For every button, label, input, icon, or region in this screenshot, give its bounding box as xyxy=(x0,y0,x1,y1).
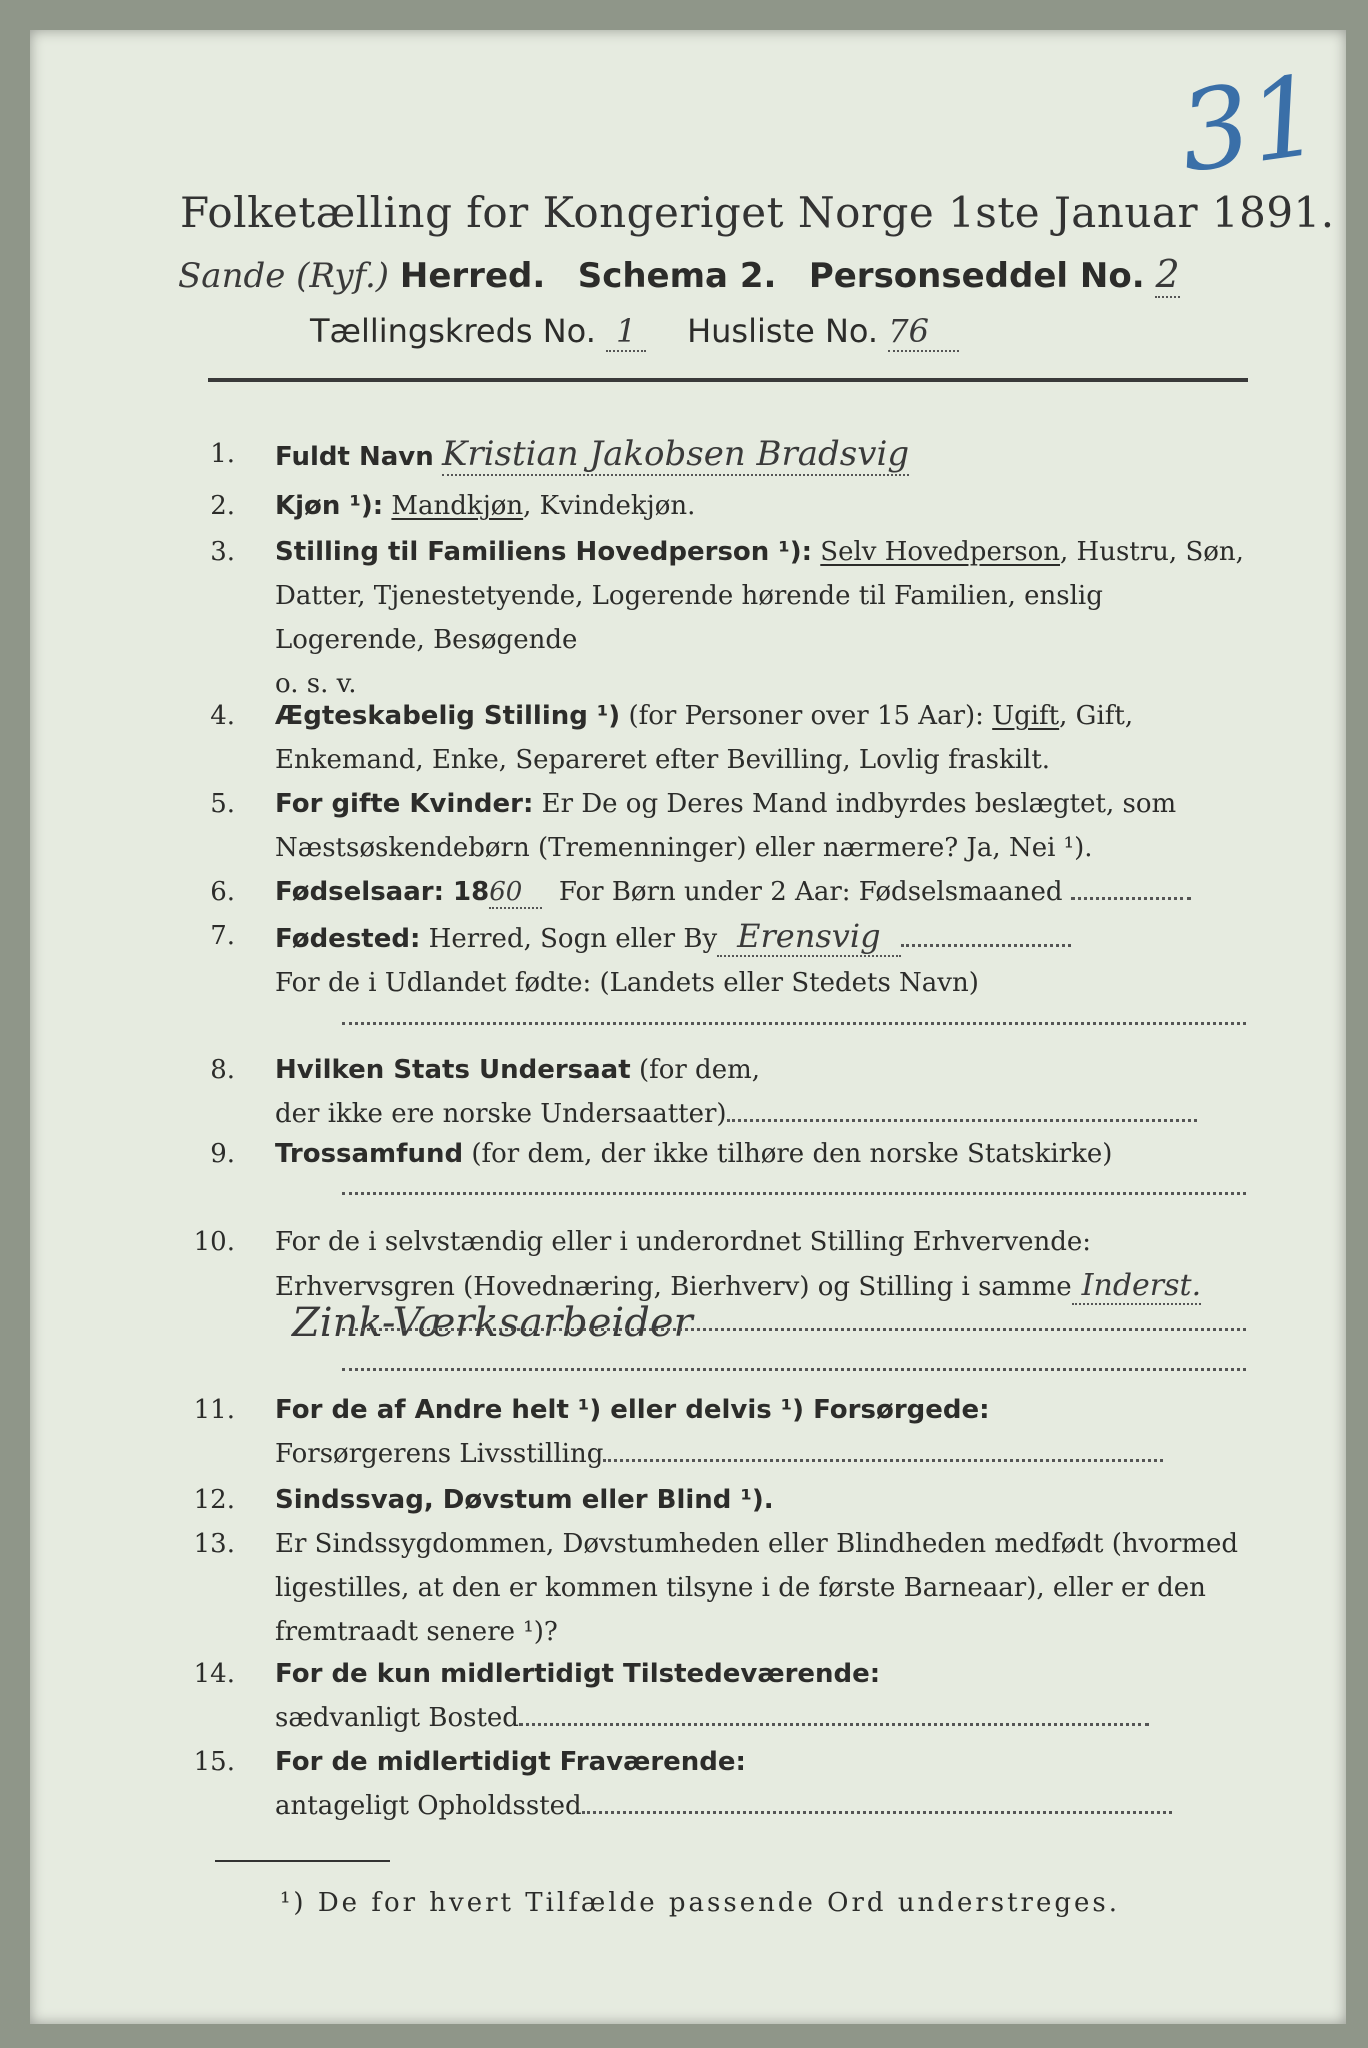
question-label: Ægteskabelig Stilling ¹) xyxy=(275,701,621,731)
occupation-status-value: Inderst. xyxy=(1072,1268,1201,1305)
question-label: For de midlertidigt Fraværende: xyxy=(275,1747,746,1777)
husliste-label: Husliste No. xyxy=(687,312,879,350)
question-text: Herred, Sogn eller By xyxy=(428,924,718,954)
question-text: Er De og Deres Mand indbyrdes beslægtet, som Næstsøskendebørn (Tremenninger) eller nærmere? Ja, Nei ¹). xyxy=(275,789,1177,863)
question-label: Hvilken Stats Undersaat xyxy=(275,1055,631,1085)
question-number: 4. xyxy=(210,701,235,731)
footnote: ¹) De for hvert Tilfælde passende Ord understreges. xyxy=(280,1888,1121,1918)
question-number: 9. xyxy=(210,1139,235,1169)
question-number: 3. xyxy=(210,537,235,567)
header-kreds-row xyxy=(310,312,959,350)
question-number: 10. xyxy=(193,1227,235,1257)
herred-value: Sande (Ryf.) xyxy=(178,256,390,296)
question-label: For de kun midlertidigt Tilstedeværende: xyxy=(275,1659,881,1689)
question-label: For gifte Kvinder: xyxy=(275,789,534,819)
question-text-2: sædvanligt Bosted xyxy=(275,1703,519,1733)
question-text: (for dem, xyxy=(638,1055,760,1085)
personseddel-value: 2 xyxy=(1155,252,1180,296)
question-label: Fødselsaar: 18 xyxy=(275,877,490,907)
question-label: Fødested: xyxy=(275,924,421,954)
question-text-2: For de i Udlandet fødte: (Landets eller Stedets Navn) xyxy=(275,968,979,998)
question-text: , Hustru, Søn, Datter, Tjenestetyende, Logerende hørende til Familien, enslig Logerende, Besøgende xyxy=(275,537,1244,655)
birth-year-value: 60 xyxy=(489,877,542,909)
question-text-2: Forsørgerens Livsstilling xyxy=(275,1439,604,1469)
full-name-value: Kristian Jakobsen Bradsvig xyxy=(442,434,910,474)
question-number: 12. xyxy=(193,1485,235,1515)
question-text-2: , Gift, Enkemand, Enke, Separeret efter Bevilling, Lovlig fraskilt. xyxy=(275,701,1134,775)
selected-option: Ugift xyxy=(992,701,1060,731)
question-text: Er Sindssygdommen, Døvstumheden eller Blindheden medfødt (hvormed ligestilles, at den er kommen tilsyne i de første Barneaar), eller er den fremtraadt senere ¹)? xyxy=(275,1529,1239,1647)
question-label: Stilling til Familiens Hovedperson ¹): xyxy=(275,537,813,567)
question-text-2: o. s. v. xyxy=(275,669,357,699)
footnote-divider xyxy=(215,1860,390,1862)
selected-option: Mandkjøn xyxy=(391,491,524,521)
question-text-2: der ikke ere norske Undersaatter) xyxy=(275,1099,727,1129)
question-number: 2. xyxy=(210,491,235,521)
question-number: 11. xyxy=(193,1395,235,1425)
question-number: 13. xyxy=(193,1529,235,1559)
question-text: For de i selvstændig eller i underordnet Stilling Erhvervende: Erhvervsgren (Hovednæring, Bierhverv) og Stilling i samme xyxy=(275,1227,1092,1302)
question-number: 14. xyxy=(193,1659,235,1689)
question-label: Trossamfund xyxy=(275,1139,464,1169)
question-number: 15. xyxy=(193,1747,235,1777)
question-text: For Børn under 2 Aar: Fødselsmaaned xyxy=(558,877,1063,907)
question-label: Kjøn ¹): xyxy=(275,491,384,521)
question-text: (for dem, der ikke tilhøre den norske Statskirke) xyxy=(471,1139,1113,1169)
question-label: For de af Andre helt ¹) eller delvis ¹) Forsørgede: xyxy=(275,1395,990,1425)
question-label: Sindssvag, Døvstum eller Blind ¹). xyxy=(275,1485,774,1515)
kreds-value: 1 xyxy=(606,312,646,352)
kreds-label: Tællingskreds No. xyxy=(310,312,596,350)
handwritten-page-number: 31 xyxy=(1171,50,1329,198)
question-number: 6. xyxy=(210,877,235,907)
header-divider xyxy=(208,378,1248,382)
question-label: Fuldt Navn xyxy=(275,442,434,472)
selected-option: Selv Hovedperson xyxy=(820,537,1060,567)
husliste-value: 76 xyxy=(888,312,959,352)
question-number: 1. xyxy=(210,439,235,469)
census-form-sheet: 31 Folketælling for Kongeriget Norge 1ste Januar 1891. Sande (Ryf.) Herred. Schema 2. Personseddel No. 2 Tællingskreds No. 1 Husliste No. 76 1. Fuldt Navn Kristian Jakobsen Bradsvig 2. Kjøn ¹): Mandkjøn, Kvindekjøn. 3. Stilling til Familiens Hovedperson ¹): Selv Hovedperson, Hustru, Søn, Datter, Tjenestetyende, Logerende hørende til Familien, enslig Logerende, Besøgende o. s. v. 4. Ægteskabelig Stilling ¹) (for Personer over 15 Aar): Ugift, Gift, Enkemand, Enke, Separeret efter Bevilling, Lovlig fraskilt. 5. For gifte Kvinder: Er De og Deres Mand indbyrdes beslægtet, som Næstsøskendebørn (Tremenninger) eller nærmere? Ja, Nei ¹). 6. Fødselsaar: 1860 For Børn under 2 Aar: Fødselsmaaned 7. Fødested: Herred, Sogn eller By Erensvig For de i Udlandet fødte: (Landets eller Stedets Navn) 8. Hvilken Stats Undersaat (for dem, der ikke ere norske Undersaatter) 9. Trossamfund (for dem, der ikke tilhøre den norske Statskirke) 10. For de i selvstændig eller i underordnet Stilling Erhvervende: Erhvervsgren (Hovednæring, Bierhverv) og Stilling i samme Inderst. Zink-Værksarbeider 11. For de af Andre helt ¹) eller delvis ¹) Forsørgede: Forsørgerens Livsstilling 12. Sindssvag, Døvstum eller Blind ¹). 13. Er Sindssygdommen, Døvstumheden eller Blindheden medfødt (hvormed ligestilles, at den er kommen tilsyne i de første Barneaar), eller er den fremtraadt senere ¹)? 14. For de kun midlertidigt Tilstedeværende: sædvanligt Bosted 15. For de midlertidigt Fraværende: antageligt Opholdssted ¹) De for hvert Tilfælde passende Ord understreges. xyxy=(30,30,1346,2024)
question-number: 7. xyxy=(210,921,235,951)
form-title: Folketælling for Kongeriget Norge 1ste Januar 1891. xyxy=(180,188,1335,237)
question-number: 5. xyxy=(210,789,235,819)
herred-label: Herred. xyxy=(399,256,546,296)
question-text: (for Personer over 15 Aar): xyxy=(628,701,984,731)
question-text-2: antageligt Opholdssted xyxy=(275,1791,582,1821)
header-herred-row xyxy=(178,252,1180,296)
occupation-value: Zink-Værksarbeider xyxy=(292,1300,693,1346)
birthplace-value: Erensvig xyxy=(717,917,900,957)
schema-label: Schema 2. xyxy=(577,256,777,296)
question-number: 8. xyxy=(210,1055,235,1085)
personseddel-label: Personseddel No. xyxy=(808,256,1145,296)
